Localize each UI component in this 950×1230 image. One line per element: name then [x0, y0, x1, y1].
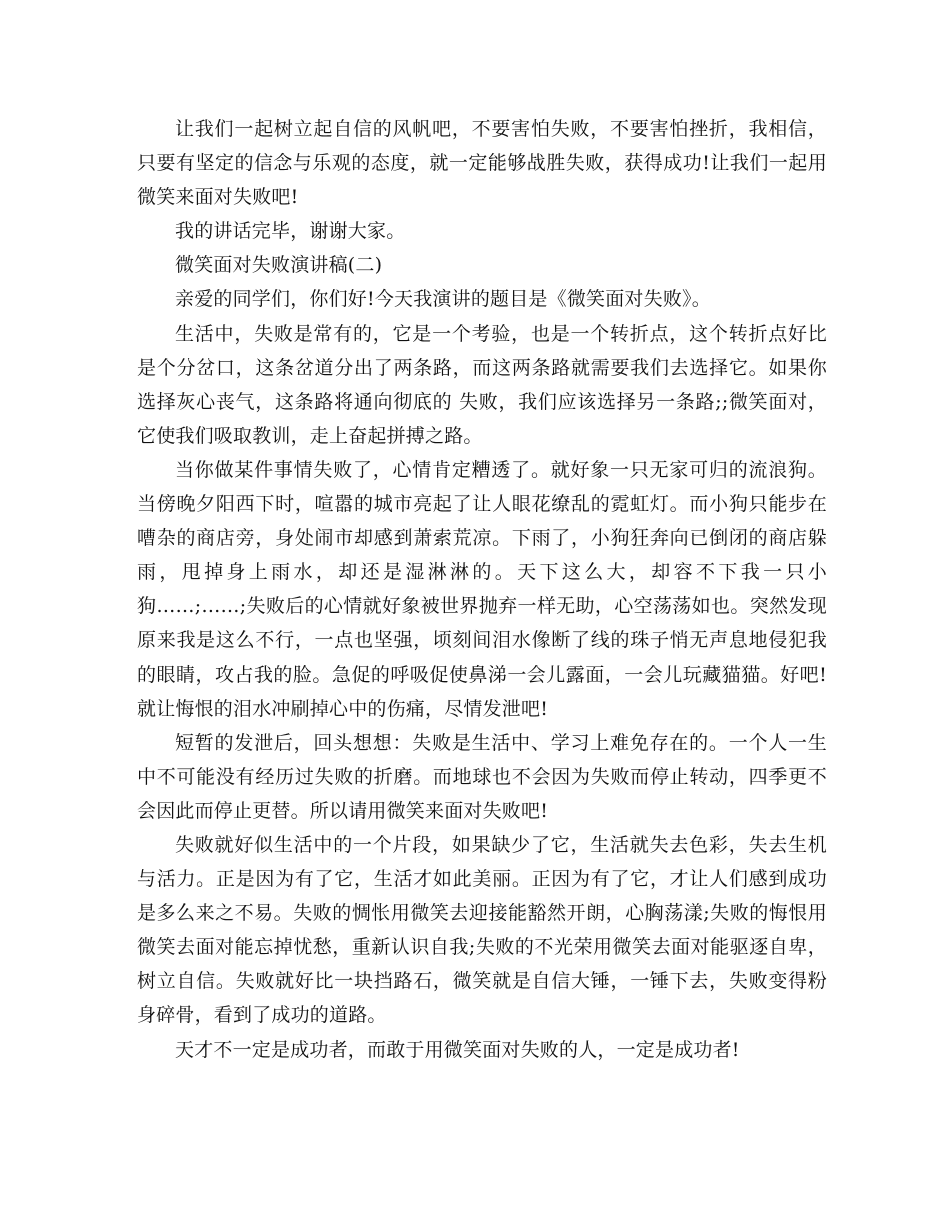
paragraph-stray-dog: 当你做某件事情失败了，心情肯定糟透了。就好象一只无家可归的流浪狗。当傍晚夕阳西下时，喧嚣的城市亮起了让人眼花缭乱的霓虹灯。而小狗只能步在嘈杂的商店旁，身处闹市却感到萧索荒凉。下雨了，小狗狂奔向已倒闭的商店躲雨，甩掉身上雨水，却还是湿淋淋的。天下这么大，却容不下我一只小狗……;……;失败后的心情就好象被世界抛弃一样无助，心空荡荡如也。突然发现原来我是这么不行，一点也坚强，顷刻间泪水像断了线的珠子悄无声息地侵犯我的眼睛，攻占我的脸。急促的呼吸促使鼻涕一会儿露面，一会儿玩藏猫猫。好吧!就让悔恨的泪水冲刷掉心中的伤痛，尽情发泄吧! [137, 458, 827, 720]
paragraph-conclusion: 让我们一起树立起自信的风帆吧，不要害怕失败，不要害怕挫折，我相信，只要有坚定的信念与乐观的态度，就一定能够战胜失败，获得成功!让我们一起用微笑来面对失败吧! [137, 118, 827, 209]
paragraph-greeting: 亲爱的同学们，你们好!今天我演讲的题目是《微笑面对失败》。 [175, 288, 711, 311]
paragraph-life-fragment: 失败就好似生活中的一个片段，如果缺少了它，生活就失去色彩，失去生机与活力。正是因为有了它，生活才如此美丽。正因为有了它，才让人们感到成功是多么来之不易。失败的惆怅用微笑去迎接能豁然开朗，心胸荡漾;失败的悔恨用微笑去面对能忘掉忧愁，重新认识自我;失败的不光荣用微笑去面对能驱逐自卑，树立自信。失败就好比一块挡路石，微笑就是自信大锤，一锤下去，失败变得粉身碎骨，看到了成功的道路。 [137, 833, 827, 1027]
document-body [137, 112, 827, 1067]
paragraph-final: 天才不一定是成功者，而敢于用微笑面对失败的人，一定是成功者! [175, 1038, 740, 1061]
section-heading: 微笑面对失败演讲稿(二) [175, 254, 383, 277]
paragraph-reflection: 短暂的发泄后，回头想想：失败是生活中、学习上难免存在的。一个人一生中不可能没有经历过失败的折磨。而地球也不会因为失败而停止转动，四季更不会因此而停止更替。所以请用微笑来面对失败吧! [137, 731, 827, 822]
paragraph-turning-point: 生活中，失败是常有的，它是一个考验，也是一个转折点，这个转折点好比是个分岔口，这条岔道分出了两条路，而这两条路就需要我们去选择它。如果你选择灰心丧气，这条路将通向彻底的 失败，我们应该选择另一条路;;微笑面对，它使我们吸取教训，走上奋起拼搏之路。 [137, 322, 827, 447]
paragraph-closing: 我的讲话完毕，谢谢大家。 [175, 220, 406, 243]
